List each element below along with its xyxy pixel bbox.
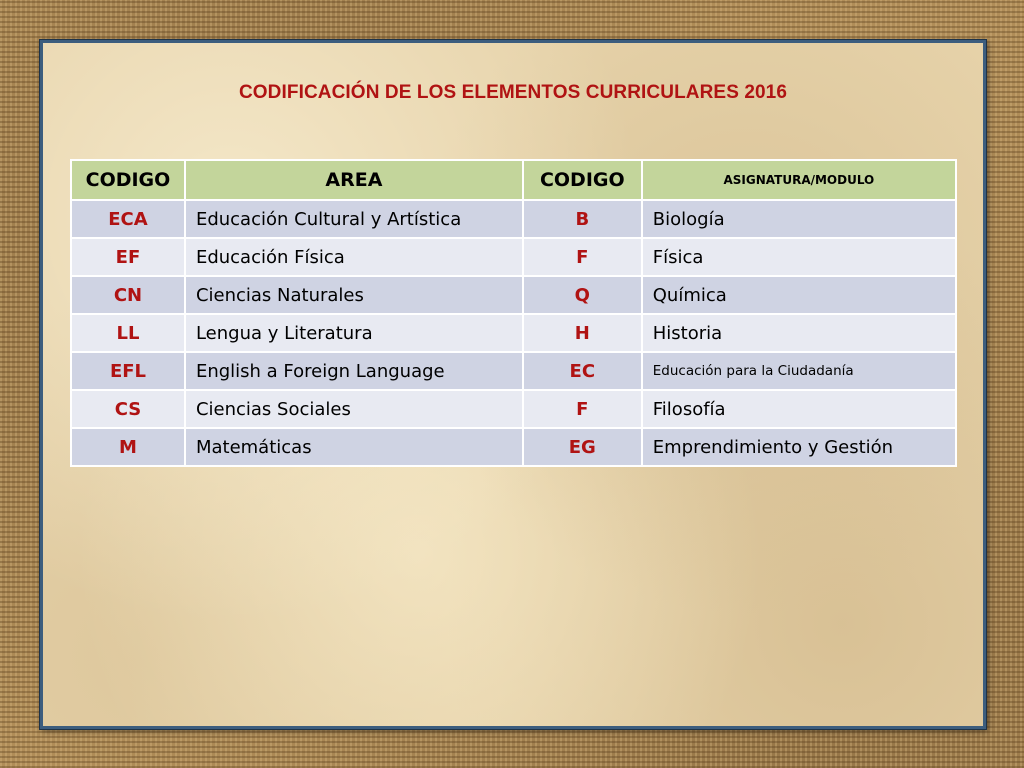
subject-code: EG <box>523 428 642 466</box>
subject-name: Emprendimiento y Gestión <box>642 428 956 466</box>
header-subject: ASIGNATURA/MODULO <box>642 160 956 200</box>
table-header-row <box>71 160 956 200</box>
subject-code: Q <box>523 276 642 314</box>
subject-name: Historia <box>642 314 956 352</box>
subject-name: Educación para la Ciudadanía <box>642 352 956 390</box>
area-code: EF <box>71 238 185 276</box>
area-code: CN <box>71 276 185 314</box>
area-code: LL <box>71 314 185 352</box>
header-area: AREA <box>185 160 523 200</box>
subject-name: Química <box>642 276 956 314</box>
table-row <box>71 428 956 466</box>
table-row <box>71 238 956 276</box>
area-name: Matemáticas <box>185 428 523 466</box>
area-name: Educación Física <box>185 238 523 276</box>
header-subject-code: CODIGO <box>523 160 642 200</box>
table-row <box>71 314 956 352</box>
area-name: Educación Cultural y Artística <box>185 200 523 238</box>
area-code: ECA <box>71 200 185 238</box>
area-name: Ciencias Naturales <box>185 276 523 314</box>
subject-code: EC <box>523 352 642 390</box>
subject-name: Biología <box>642 200 956 238</box>
area-name: English a Foreign Language <box>185 352 523 390</box>
table-row <box>71 390 956 428</box>
subject-code: F <box>523 238 642 276</box>
area-name: Ciencias Sociales <box>185 390 523 428</box>
header-area-code: CODIGO <box>71 160 185 200</box>
curriculum-table <box>70 159 957 467</box>
area-code: CS <box>71 390 185 428</box>
table-row <box>71 276 956 314</box>
subject-code: B <box>523 200 642 238</box>
subject-name: Física <box>642 238 956 276</box>
slide-panel <box>40 40 986 729</box>
area-name: Lengua y Literatura <box>185 314 523 352</box>
area-code: M <box>71 428 185 466</box>
subject-code: F <box>523 390 642 428</box>
area-code: EFL <box>71 352 185 390</box>
table-row <box>71 352 956 390</box>
slide-title: CODIFICACIÓN DE LOS ELEMENTOS CURRICULARES 2016 <box>238 82 788 103</box>
subject-code: H <box>523 314 642 352</box>
subject-name: Filosofía <box>642 390 956 428</box>
table-row <box>71 200 956 238</box>
